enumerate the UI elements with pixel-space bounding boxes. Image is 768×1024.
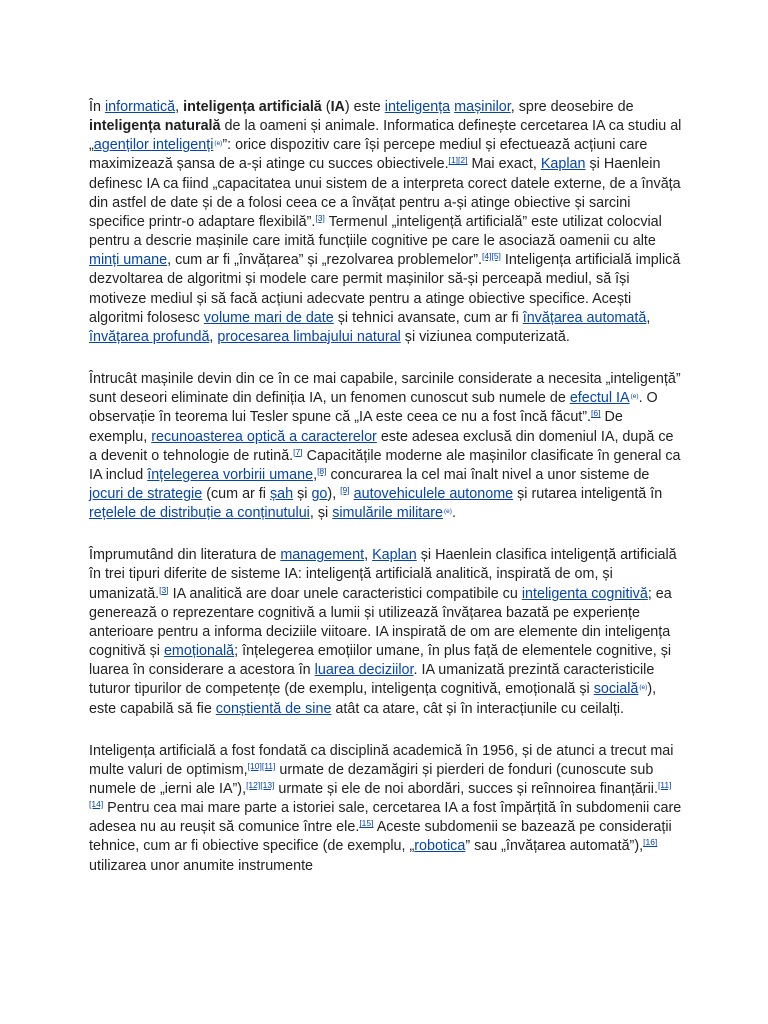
external-link-icon[interactable]: (e) bbox=[444, 508, 452, 516]
reference-sup bbox=[643, 837, 657, 847]
reference-sup bbox=[246, 780, 260, 790]
text-run: , bbox=[175, 99, 184, 115]
reference-link[interactable]: [1] bbox=[448, 155, 459, 166]
text-run: (cum ar fi bbox=[202, 485, 270, 502]
reference-link[interactable]: [9] bbox=[340, 484, 350, 495]
link-masinilor[interactable]: mașinilor bbox=[454, 99, 511, 115]
reference-sup bbox=[591, 408, 600, 418]
reference-sup bbox=[159, 585, 168, 595]
reference-sup bbox=[359, 818, 373, 828]
link-volume-mari-de-date[interactable]: volume mari de date bbox=[203, 309, 334, 326]
link-retelele-de-distributie-a-continutului[interactable]: rețelele de distribuție a conținutului bbox=[89, 505, 310, 522]
text-run: și tehnici avansate, cum ar fi bbox=[333, 309, 523, 326]
text-run: Capacitățile moderne ale mașinilor clasificate în general ca IA includ bbox=[89, 447, 681, 483]
text-run: și bbox=[293, 485, 312, 502]
reference-sup bbox=[248, 761, 262, 771]
text-run: IA analitică are doar unele caracteristici compatibile cu bbox=[168, 585, 522, 602]
text-run: ), bbox=[327, 485, 341, 502]
text-run: utilizarea unor anumite instrumente bbox=[89, 857, 314, 874]
reference-sup bbox=[658, 780, 672, 790]
text-run: urmate și ele de noi abordări, succes și reînnoirea finanțării. bbox=[274, 781, 658, 797]
text-run: . O observație în teorema lui Tesler spune că „IA este ceea ce nu a fost încă făcut”. bbox=[89, 390, 658, 426]
text-run: este adesea exclusă din domeniul IA, după ce a devenit o tehnologie de rutină. bbox=[89, 428, 674, 464]
text-run: ” sau „învățarea automată”), bbox=[465, 838, 644, 855]
reference-sup bbox=[262, 761, 276, 771]
article-paragraph bbox=[89, 546, 683, 718]
text-run: ) este bbox=[344, 99, 385, 115]
text-run: urmate de dezamăgiri și pierderi de fonduri (cunoscute sub numele de „ierni ale IA”), bbox=[89, 761, 654, 797]
reference-link[interactable]: [3] bbox=[315, 212, 325, 223]
reference-link[interactable]: [7] bbox=[293, 446, 303, 457]
external-link-icon[interactable]: (e) bbox=[214, 140, 223, 148]
reference-link[interactable]: [8] bbox=[317, 465, 327, 476]
text-run: Aceste subdomenii se bazează pe considerații tehnice, cum ar fi obiective specifice (de exemplu, „ bbox=[89, 819, 672, 855]
text-run: ”: orice dispozitiv care își percepe mediul și efectuează acțiuni care maximizează șansa de a-și atinge cu succes obiectivele. bbox=[89, 137, 648, 173]
reference-link[interactable]: [3] bbox=[159, 584, 169, 595]
link-kaplan[interactable]: Kaplan bbox=[540, 156, 586, 173]
article-paragraph bbox=[89, 370, 683, 523]
reference-link[interactable]: [16] bbox=[643, 837, 658, 848]
text-run: , bbox=[209, 328, 218, 345]
reference-sup bbox=[89, 799, 103, 809]
reference-link[interactable]: [4] bbox=[482, 251, 492, 262]
text-run: De exemplu, bbox=[89, 409, 623, 445]
link-go[interactable]: go bbox=[311, 485, 328, 502]
text-run: ( bbox=[321, 99, 331, 115]
text-run: ; înțelegerea emoțiilor umane, în plus față de elementele cognitive, și luarea în considerare a acestora în bbox=[89, 643, 672, 679]
reference-sup bbox=[315, 213, 324, 223]
link-inteligenta[interactable]: inteligența bbox=[384, 99, 451, 115]
text-run: de la oameni și animale. Informatica definește cercetarea IA ca studiu al „ bbox=[89, 118, 682, 154]
text-run: și Haenlein clasifica inteligență artificială în trei tipuri diferite de sisteme IA: inteligență artificială analitică, inspirată de om, și umanizată. bbox=[89, 547, 677, 602]
text-run: , bbox=[364, 547, 373, 564]
link-sociala[interactable]: socială bbox=[593, 681, 639, 698]
link-inteligenta-cognitiva[interactable]: inteligenta cognitivă bbox=[521, 585, 648, 602]
link-sah[interactable]: șah bbox=[269, 485, 294, 502]
text-run: concurarea la cel mai înalt nivel a unor sisteme de bbox=[326, 466, 650, 483]
text-run: , bbox=[646, 309, 651, 326]
link-simularile-militare[interactable]: simulările militare bbox=[332, 505, 443, 522]
bold-term: inteligența naturală bbox=[89, 118, 221, 135]
reference-sup bbox=[491, 251, 500, 261]
text-run: ), este capabilă să fie bbox=[89, 681, 657, 717]
text-run: și viziunea computerizată. bbox=[400, 328, 570, 345]
text-run: , cum ar fi „învățarea” și „rezolvarea problemelor”. bbox=[167, 252, 483, 269]
text-run: ; ea generează o reprezentare cognitivă a lumii și utilizează învățarea bazată pe experiențe anterioare pentru a informa deciziile viitoare. IA inspirată de om are elemente din inteligența cognitivă și bbox=[89, 585, 672, 660]
link-kaplan[interactable]: Kaplan bbox=[372, 547, 417, 564]
bold-term: inteligența artificială bbox=[183, 99, 322, 115]
reference-link[interactable]: [13] bbox=[260, 780, 275, 790]
external-link-icon[interactable]: (e) bbox=[639, 684, 648, 692]
reference-link[interactable]: [11] bbox=[657, 780, 672, 790]
text-run: . IA umanizată prezintă caracteristicile tuturor tipurilor de competențe (de exemplu, inteligența cognitivă, emoțională și bbox=[89, 662, 655, 698]
text-run: Inteligența artificială implică dezvoltarea de algoritmi și modele care permit mașinilor să-și perceapă mediul, să își motiveze mediul și să facă acțiuni adecvate pentru a atinge obiective specifice. Acești algoritmi folosesc bbox=[89, 252, 681, 326]
link-efectul-ia[interactable]: efectul IA bbox=[569, 390, 630, 407]
text-run: și Haenlein definesc IA ca fiind „capacitatea unui sistem de a interpreta corect datele externe, de a învăța din astfel de date și de a folosi ceea ce a învățat pentru a-și atinge obiective și sarcini specifice printr-o adaptare flexibilă”. bbox=[89, 156, 681, 230]
text-run: Întrucât mașinile devin din ce în ce mai capabile, sarcinile considerate a necesita „inteligență” sunt deseori eliminate din definiția IA, un fenomen cunoscut sub numele de bbox=[89, 371, 681, 407]
reference-link[interactable]: [11] bbox=[261, 760, 276, 771]
reference-sup bbox=[449, 155, 458, 165]
reference-sup bbox=[260, 780, 274, 790]
reference-sup bbox=[317, 466, 326, 476]
link-constienta-de-sine[interactable]: conștientă de sine bbox=[215, 700, 332, 717]
link-robotica[interactable]: robotica bbox=[414, 838, 466, 855]
text-run: . bbox=[451, 505, 456, 522]
reference-link[interactable]: [6] bbox=[591, 408, 601, 419]
article-paragraph bbox=[89, 742, 683, 876]
text-run: Inteligența artificială a fost fondată ca disciplină academică în 1956, și de atunci a trecut mai multe valuri de optimism, bbox=[89, 742, 674, 778]
bold-term: IA bbox=[330, 99, 345, 115]
reference-sup bbox=[293, 447, 302, 457]
link-invatarea-automata[interactable]: învățarea automată bbox=[522, 309, 647, 326]
reference-link[interactable]: [10] bbox=[247, 760, 262, 771]
link-luarea-deciziilor[interactable]: luarea deciziilor bbox=[314, 662, 414, 679]
article-body bbox=[89, 98, 683, 899]
link-recunoasterea-optica-a-caracterelor[interactable]: recunoasterea optică a caracterelor bbox=[151, 428, 377, 445]
link-procesarea-limbajului-natural[interactable]: procesarea limbajului natural bbox=[217, 328, 401, 345]
text-run: Termenul „inteligență artificială” este utilizat colocvial pentru a descrie mașinile care imită funcțiile cognitive pe care le asociază oamenii cu alte bbox=[89, 213, 662, 250]
text-run: Împrumutând din literatura de bbox=[89, 547, 281, 564]
link-autovehiculele-autonome[interactable]: autovehiculele autonome bbox=[353, 485, 514, 502]
text-run: În bbox=[89, 99, 105, 115]
article-paragraph bbox=[89, 98, 683, 347]
link-management[interactable]: management bbox=[280, 547, 365, 564]
text-run: Pentru cea mai mare parte a istoriei sale, cercetarea IA a fost împărțită în subdomenii care adesea nu au reușit să comunice între ele. bbox=[89, 800, 682, 836]
text-run: atât ca atare, cât și în interacțiunile cu ceilalți. bbox=[331, 700, 625, 717]
reference-sup bbox=[340, 485, 349, 495]
link-informatica[interactable]: informatică bbox=[104, 99, 176, 115]
text-run: , bbox=[313, 466, 318, 483]
link-jocuri-de-strategie[interactable]: jocuri de strategie bbox=[89, 485, 203, 502]
external-link-icon[interactable]: (e) bbox=[630, 393, 639, 401]
reference-link[interactable]: [5] bbox=[491, 251, 501, 262]
link-intelegerea-vorbirii-umane[interactable]: înțelegerea vorbirii umane bbox=[147, 466, 314, 483]
reference-link[interactable]: [12] bbox=[246, 780, 261, 790]
reference-link[interactable]: [14] bbox=[89, 799, 104, 810]
reference-link[interactable]: [15] bbox=[359, 818, 374, 829]
text-run: , spre deosebire de bbox=[510, 99, 634, 115]
reference-link[interactable]: [2] bbox=[458, 155, 468, 166]
link-minti-umane[interactable]: minți umane bbox=[89, 252, 168, 269]
text-run: , și bbox=[309, 505, 333, 522]
link-emotionala[interactable]: emoțională bbox=[163, 643, 235, 660]
link-invatarea-profunda[interactable]: învățarea profundă bbox=[89, 328, 210, 345]
link-agentilor-inteligenti[interactable]: agenților inteligenți bbox=[93, 137, 214, 154]
text-run: Mai exact, bbox=[467, 156, 541, 173]
text-run: și rutarea inteligentă în bbox=[513, 485, 663, 502]
